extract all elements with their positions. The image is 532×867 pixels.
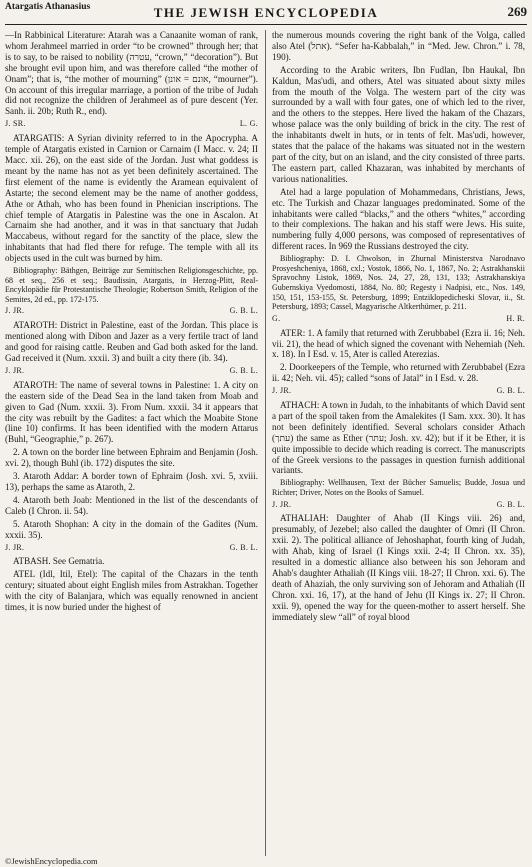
article-rabbinical: —In Rabbinical Literature: Atarah was a Canaanite woman of rank, whom Jerahmeel married in order “to be crowned” through her; that is to say, to be raised to nobility (עטרה, “crown,” “decoration”). But she brought evil upon him, and was therefore called “the mother of Onam”; that is, “the mother of mourning” (אונם = אונן, “mourner”). On account of this irregular marriage, a portion of the tribe of Judah did not recognize the children of Jerahmeel as of pure descent (Yer. Sanh. ii. 20b; Ruth R., end). [5, 30, 258, 117]
article-atel: ATEL (Idl, Itil, Etel): The capital of the Chazars in the tenth century; situated about eight English miles from Astrakhan. Together with the city of Balanjara, which was equally renowned in ancient times, it is now buried under the highest of [5, 569, 258, 613]
page-title: THE JEWISH ENCYCLOPEDIA [153, 5, 379, 20]
article-athaliah: ATHALIAH: Daughter of Ahab (II Kings viii. 26) and, presumably, of Jezebel; also called the daughter of Omri (II Chron. xxii. 2). The political alliance of Jehoshaphat, fourth king of Judah, with Ahab, king of Israel (I Kings xxii. 2-4; II Chron. xx. 35), resulted in a domestic alliance also between his son Jehoram and Ahab's daughter Athaliah (II Kings viii. 18-27; II Chron. xxi. 6). The death of Ahaziah, the only surviving son of Jehoram and Athaliah (II Chron. xxi. 16, 17), at the hand of Jehu (II Kings ix. 27; II Chron. xxii. 9), opened the way for the queen-mother to assert herself. She immediately slew “all” of royal blood [272, 513, 525, 622]
right-column [272, 30, 525, 856]
article-athach: ATHACH: A town in Judah, to the inhabitants of which David sent a part of the spoil taken from the Amalekites (I Sam. xxx. 30). It has not been definitely identified. Several scholars consider Athach (עתך) the same as Ether (עתר; Josh. xv. 42); but if it be Ether, it is quite impossible to decide which reading is correct. The manuscripts of the Greek versions to the passages in question furnish additional variants. [272, 400, 525, 476]
bibliography: Bibliography: Bäthgen, Beiträge zur Semitischen Religionsgeschichte, pp. 68 et seq., 256 et seq.; Baudissin, Atargatis, in Herzog-Plitt, Real-Encyklopädie für Protestantische Theologie; Robertson Smith, Religion of the Semites, 2d ed., pp. 172-175. [5, 266, 258, 304]
signature [5, 366, 258, 377]
signature-left: J. JR. [272, 386, 292, 396]
signature [5, 119, 258, 130]
signature-left: J. JR. [272, 499, 292, 509]
signature-left: J. JR. [5, 365, 25, 375]
article-paragraph: 2. Doorkeepers of the Temple, who returned with Zerubbabel (Ezra ii. 42; Neh. vii. 45); called “sons of Jatal” in I Esd. v. 28. [272, 362, 525, 384]
article-paragraph: According to the Arabic writers, Ibn Fudlan, Ibn Haukal, Ibn Kaldun, Mas'udi, and others, Atel was situated about sixty miles from the mouth of the Volga. The western part of the city was surrounded by a wall with four gates, one of which led to the river, and the others to the steppes. Here lived the hakam of the Chazars, whose palace was the only building of brick in the city. The rest of the inhabitants dwelt in huts, or in tents of felt. Mas'udi, however, states that the palace of the hakams was situated not in the western part of the city, but on an island, and the city consisted of three parts. The eastern part, called Khazaran, was inhabited by merchants of various nationalities. [272, 64, 525, 184]
header-rule [5, 24, 527, 25]
signature-left: J. JR. [5, 542, 25, 552]
article-ataroth-towns: ATAROTH: The name of several towns in Palestine: 1. A city on the eastern side of the Dead Sea in the land taken from Moab and given to Gad (Num. xxxii. 3). From Num. xxxii. 34 it appears that the city was rebuilt by the Gadites: a fact which the Moabite Stone (line 10) confirms. It has been identified with the modern Attarus (Buhl, “Geographie,” p. 267). [5, 379, 258, 445]
article-paragraph: 3. Ataroth Addar: A border town of Ephraim (Josh. xvi. 5, xviii. 13), perhaps the same as Ataroth, 2. [5, 471, 258, 492]
signature-right: G. B. L. [229, 306, 258, 316]
article-atargatis: ATARGATIS: A Syrian divinity referred to in the Apocrypha. A temple of Atargatis existed in Carnion or Carnaim (I Macc. v. 24; II Macc. xii. 26), on the east side of the Jordan. Just what goddess is meant by the name has not as yet been definitely ascertained. The first element of the name is evidently the Aramean equivalent of Astarte; the second element may be the name of another goddess, Athe or Athah, who has been found in Phenician inscriptions. The chief temple of Atargatis in Palestine was the one in Ascalon. At Carnaim she had another, and it was in that sanctuary that Judah Maccabeus, without regard for the sanctity of the place, slew the inhabitants that had fled there for refuge. The temple with all its objects used in the cult was burned by him. [5, 133, 258, 264]
signature-left: J. SR. [5, 119, 26, 129]
signature-right: G. B. L. [229, 542, 258, 552]
signature-left: J. JR. [5, 306, 25, 316]
article-atel-continued: the numerous mounds covering the right bank of the Volga, called also Atel (אתל). “Sefer ha-Kabbalah,” in “Med. Jew. Chron.” i. 78, 190). [272, 30, 525, 62]
running-head: Atargatis Athanasius [5, 2, 91, 12]
signature [272, 386, 525, 397]
article-paragraph: Atel had a large population of Mohammedans, Christians, Jews, etc. The Turkish and Chazar languages predominated. Some of the inhabitants were called “blacks,” and the others “whites,” according to their complexions. The hakan and his staff were Jews. His suite, numbering fully 4,000 persons, was composed of representatives of different races. In 969 the Russians destroyed the city. [272, 186, 525, 252]
signature-right: L. G. [239, 119, 258, 129]
article-paragraph: 5. Ataroth Shophan: A city in the domain of the Gadites (Num. xxxii. 35). [5, 518, 258, 540]
article-ataroth: ATAROTH: District in Palestine, east of the Jordan. This place is mentioned along with Dibon and Jazer as a very fertile tract of land and good for raising cattle. Reuben and Gad both asked for the land. Gad received it (Num. xxxii. 3) and built a city there (ib. 34). [5, 320, 258, 364]
page-number: 269 [507, 4, 527, 19]
article-paragraph: 2. A town on the border line between Ephraim and Benjamin (Josh. xvi. 2), though Buhl (ib. 172) disputes the site. [5, 447, 258, 469]
watermark: ©JewishEncyclopedia.com [5, 856, 98, 866]
signature [5, 543, 258, 554]
article-ater: ATER: 1. A family that returned with Zerubbabel (Ezra ii. 16; Neh. vii. 21), the head of which signed the covenant with Nehemiah (Neh. x. 18). In I Esd. v. 15, Ater is called Aterezias. [272, 327, 525, 360]
article-paragraph: 4. Ataroth beth Joab: Mentioned in the list of the descendants of Caleb (I Chron. ii. 54). [5, 494, 258, 516]
column-divider [265, 30, 266, 856]
signature-right: H. R. [506, 313, 525, 323]
bibliography: Bibliography: Wellhausen, Text der Bücher Samuelis; Budde, Josua und Richter; Driver, Notes on the Books of Samuel. [272, 478, 525, 497]
signature-right: G. B. L. [496, 499, 525, 509]
article-atbash: ATBASH. See Gematria. [13, 556, 105, 567]
page-header [5, 2, 527, 24]
signature-right: G. B. L. [496, 386, 525, 396]
signature-right: G. B. L. [229, 365, 258, 375]
signature [272, 500, 525, 511]
signature-left: G. [272, 313, 281, 323]
signature [5, 306, 258, 317]
signature [272, 314, 525, 325]
left-column [5, 30, 258, 856]
bibliography: Bibliography: D. I. Chwolson, in Zhurnal Ministerstva Narodnavo Prosyeshcheniya, 1868, cxl.; Vostok, 1866, No. 1, 1867, No. 2; Astrakhanskii Spravochny Listok, 1869, Nos. 24, 27, 28, 131, 133; Astrakhanskiya Gubernskiya Vyedomosti, 1884, No. 80; Regesty i Nadpisi, etc., Nos. 149, 150, 151, 153-155, St. Petersburg, 1899; Entziklopedicheski Slovar, ii., St. Petersburg, 1893; Cassel, Magyarische Altkerthümer, p. 211. [272, 254, 525, 312]
